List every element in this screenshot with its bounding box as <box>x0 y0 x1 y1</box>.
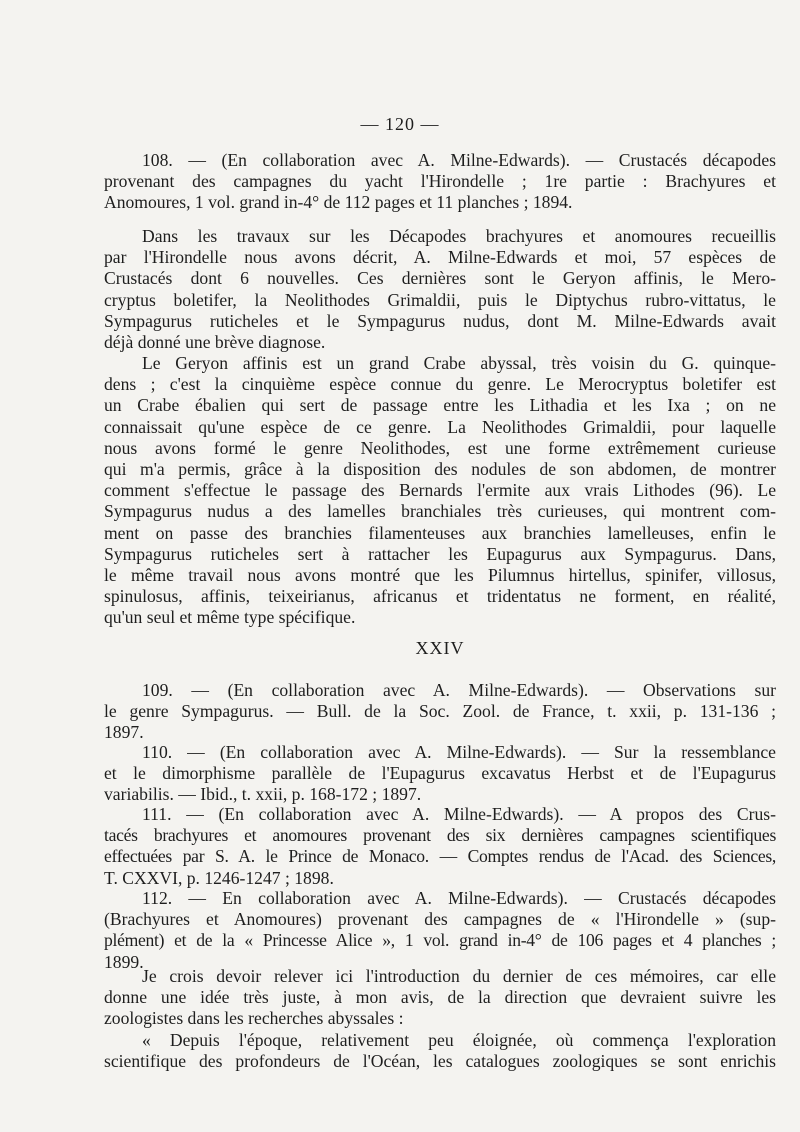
page-number: — 120 — <box>360 114 440 134</box>
text-line: T. CXXVI, p. 1246-1247 ; 1898. <box>104 867 334 888</box>
paragraph-2 <box>104 353 776 629</box>
entry-111 <box>104 804 776 889</box>
text-line: dens ; c'est la cinquième espèce connue du genre. Le Merocryptus boletifer est <box>104 374 776 395</box>
text-line: 109. — (En collaboration avec A. Milne-Edwards). — Observations sur <box>142 680 776 700</box>
text-line: plément) et de la « Princesse Alice », 1 vol. grand in-4° de 106 pages et 4 planches ; <box>104 930 776 951</box>
paragraph-3 <box>104 966 776 1030</box>
text-line: tacés brachyures et anomoures provenant des six dernières campagnes scientifiques <box>104 825 776 846</box>
text-line: variabilis. — Ibid., t. xxii, p. 168-172 ; 1897. <box>104 784 422 805</box>
text-line: qui m'a permis, grâce à la disposition des nodules de son abdomen, de montrer <box>104 459 776 480</box>
text-line: Crustacés dont 6 nouvelles. Ces dernières sont le Geryon affinis, le Mero- <box>104 268 776 289</box>
entry-110 <box>104 742 776 806</box>
text-line: nous avons formé le genre Neolithodes, est une forme extrêmement curieuse <box>104 437 776 458</box>
paragraph-4 <box>104 1030 776 1072</box>
text-line: par l'Hirondelle nous avons décrit, A. Milne-Edwards et moi, 57 espèces de <box>104 247 776 268</box>
entry-108 <box>104 150 776 214</box>
text-line: le genre Sympagurus. — Bull. de la Soc. Zool. de France, t. xxii, p. 131-136 ; <box>104 701 776 722</box>
text-line: Le Geryon affinis est un grand Crabe abyssal, très voisin du G. quinque- <box>142 353 776 373</box>
text-line: 1897. <box>104 722 144 743</box>
paragraph-1 <box>104 226 776 353</box>
text-line: spinulosus, affinis, teixeirianus, africanus et tridentatus ne forment, en réalité, <box>104 586 776 607</box>
text-line: provenant des campagnes du yacht l'Hirondelle ; 1re partie : Brachyures et <box>104 171 776 192</box>
text-line: comment s'effectue le passage des Bernards l'ermite aux vrais Lithodes (96). Le <box>104 480 776 501</box>
entry-109 <box>104 680 776 744</box>
text-line: Sympagurus ruticheles et le Sympagurus nudus, dont M. Milne-Edwards avait <box>104 310 776 331</box>
text-line: déjà donné une brève diagnose. <box>104 332 326 353</box>
text-line: qu'un seul et même type spécifique. <box>104 607 356 628</box>
entry-112 <box>104 888 776 973</box>
text-line: scientifique des profondeurs de l'Océan, les catalogues zoologiques se sont enrichis <box>104 1051 776 1072</box>
text-line: effectuées par S. A. le Prince de Monaco. — Comptes rendus de l'Acad. des Sciences, <box>104 846 776 867</box>
text-line: 110. — (En collaboration avec A. Milne-Edwards). — Sur la ressemblance <box>142 742 776 762</box>
text-line: le même travail nous avons montré que les Pilumnus hirtellus, spinifer, villosus, <box>104 565 776 586</box>
text-line: donne une idée très juste, à mon avis, de la direction que devraient suivre les <box>104 987 776 1008</box>
text-line: Sympagurus ruticheles sert à rattacher les Eupagurus aux Sympagurus. Dans, <box>104 543 776 564</box>
text-line: et le dimorphisme parallèle de l'Eupagurus excavatus Herbst et de l'Eupagurus <box>104 763 776 784</box>
text-line: Je crois devoir relever ici l'introduction du dernier de ces mémoires, car elle <box>142 966 776 986</box>
text-line: ment on passe des branchies filamenteuses aux branchies lamelleuses, enfin le <box>104 522 776 543</box>
text-line: 1899. <box>104 951 144 972</box>
text-line: connaissait qu'une espèce de ce genre. La Neolithodes Grimaldii, pour laquelle <box>104 416 776 437</box>
text-line: (Brachyures et Anomoures) provenant des campagnes de « l'Hirondelle » (sup- <box>104 909 776 930</box>
text-line: 112. — En collaboration avec A. Milne-Edwards). — Crustacés décapodes <box>142 888 776 908</box>
text-line: cryptus boletifer, la Neolithodes Grimaldii, puis le Diptychus rubro-vittatus, le <box>104 289 776 310</box>
section-heading: XXIV <box>415 638 465 658</box>
text-line: 108. — (En collaboration avec A. Milne-Edwards). — Crustacés décapodes <box>142 150 776 170</box>
text-line: « Depuis l'époque, relativement peu éloignée, où commença l'exploration <box>142 1030 776 1050</box>
text-line: Sympagurus nudus a des lamelles branchiales très curieuses, qui montrent com- <box>104 501 776 522</box>
text-line: 111. — (En collaboration avec A. Milne-Edwards). — A propos des Crus- <box>142 804 776 824</box>
text-line: un Crabe ébalien qui sert de passage entre les Lithadia et les Ixa ; on ne <box>104 395 776 416</box>
text-line: Dans les travaux sur les Décapodes brachyures et anomoures recueillis <box>142 226 776 246</box>
text-line: Anomoures, 1 vol. grand in-4° de 112 pages et 11 planches ; 1894. <box>104 192 573 213</box>
text-line: zoologistes dans les recherches abyssales : <box>104 1008 404 1029</box>
